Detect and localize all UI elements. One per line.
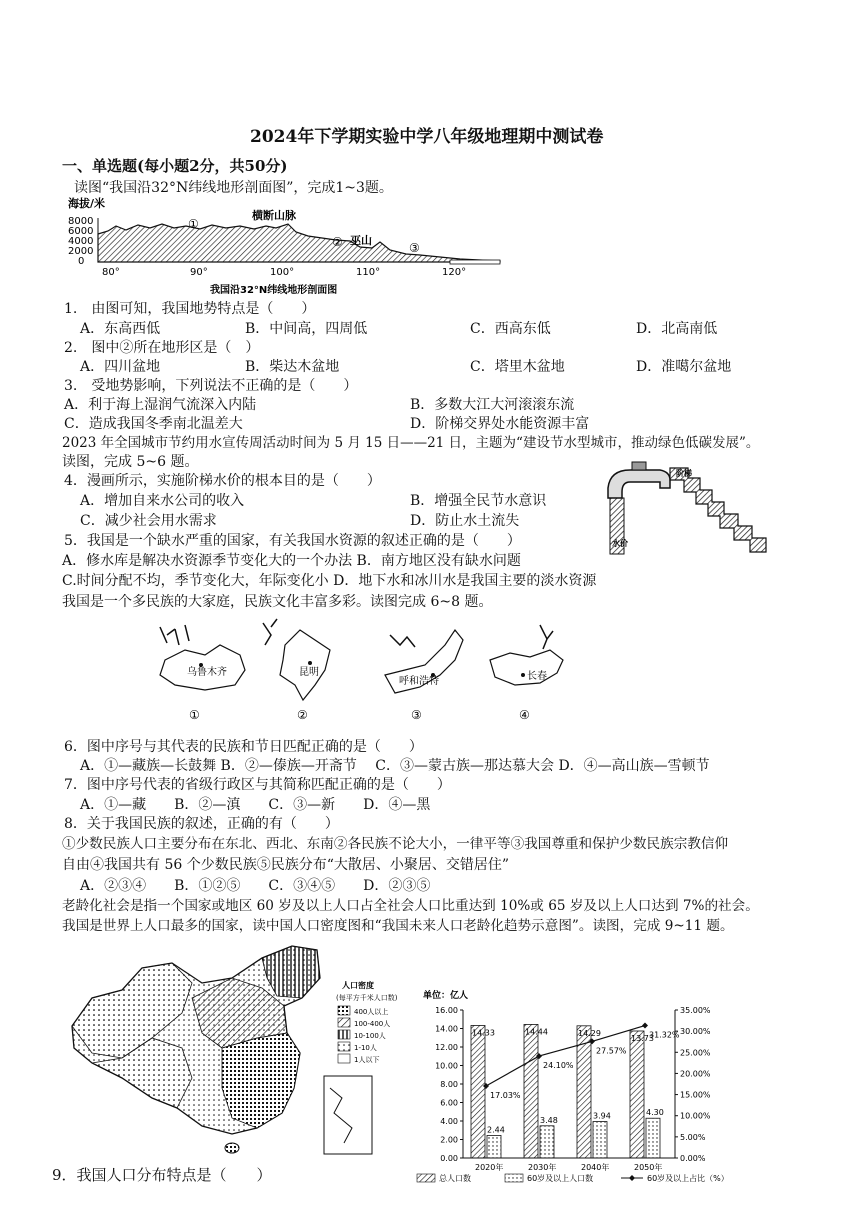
faucet-handle bbox=[632, 462, 646, 470]
x-tick: 80° bbox=[102, 267, 120, 278]
legend-item: 1人以下 bbox=[354, 1056, 380, 1064]
q4-option-a[interactable]: A．增加自来水公司的收入 bbox=[80, 493, 245, 509]
label-hengduan: 横断山脉 bbox=[252, 209, 296, 222]
q2-option-c[interactable]: C．塔里木盆地 bbox=[470, 359, 565, 375]
legend-label: 总人口数 bbox=[439, 1174, 471, 1183]
q5-options-cd[interactable]: C.时间分配不均，季节变化大，年际变化小 D．地下水和冰川水是我国主要的淡水资源 bbox=[62, 573, 597, 589]
intro-text: 读图，完成 5~6 题。 bbox=[62, 454, 199, 470]
legend-label: 60岁及以上占比（%） bbox=[647, 1174, 729, 1183]
q1-option-b[interactable]: B．中间高，四周低 bbox=[245, 321, 368, 337]
city-label-2: 昆明 bbox=[299, 667, 319, 678]
q1-option-c[interactable]: C．西高东低 bbox=[470, 321, 551, 337]
terrain-profile bbox=[98, 224, 500, 262]
legend-item: 1-10人 bbox=[354, 1044, 377, 1052]
bar-elderly-population bbox=[487, 1135, 501, 1158]
q8-options[interactable]: A．②③④ B．①②⑤ C．③④⑤ D．②③⑤ bbox=[80, 878, 431, 894]
intro-text: 我国是世界上人口最多的国家，读中国人口密度图和“我国未来人口老龄化趋势示意图”。读图，完成 9~11 题。 bbox=[62, 918, 734, 934]
y-tick: 0 bbox=[78, 256, 85, 267]
y2-tick-label: 15.00% bbox=[680, 1090, 711, 1100]
bar-total-population bbox=[630, 1031, 644, 1158]
x-tick: 120° bbox=[442, 267, 467, 278]
q1-option-a[interactable]: A．东高西低 bbox=[80, 321, 161, 337]
legend-swatch-elderly bbox=[505, 1174, 523, 1182]
faucet-body bbox=[608, 470, 670, 498]
y-tick-label: 0.00 bbox=[440, 1154, 458, 1163]
y2-tick-label: 25.00% bbox=[680, 1048, 711, 1058]
q3-option-a[interactable]: A．利于海上湿润气流深入内陆 bbox=[64, 397, 257, 413]
city-label-3: 呼和浩特 bbox=[399, 676, 439, 687]
intro-text: 我国是一个多民族的大家庭，民族文化丰富多彩。读图完成 6~8 题。 bbox=[62, 594, 493, 610]
terrain-profile-figure bbox=[60, 198, 520, 298]
y2-tick-label: 20.00% bbox=[680, 1069, 711, 1079]
data-label-total: 14.33 bbox=[472, 1028, 495, 1038]
province-number-1: ① bbox=[189, 708, 200, 722]
y2-tick-label: 35.00% bbox=[680, 1006, 711, 1015]
y-tick-label: 2.00 bbox=[440, 1135, 458, 1145]
y-tick: 6000 bbox=[68, 226, 94, 237]
cartoon-label-top: 阶梯 bbox=[676, 469, 692, 478]
bar-elderly-population bbox=[646, 1118, 660, 1158]
staircase-pipe bbox=[670, 468, 766, 552]
intro-text: 2023 年全国城市节约用水宣传周活动时间为 5 月 15 日——21 日，主题为“建设节水型城市，推动绿色低碳发展”。 bbox=[62, 435, 760, 451]
y-tick-label: 6.00 bbox=[440, 1098, 458, 1108]
legend-item: 100-400人 bbox=[354, 1020, 391, 1028]
data-label-share: 17.03% bbox=[490, 1090, 521, 1100]
x-tick: 100° bbox=[270, 267, 295, 278]
province-maps bbox=[145, 615, 615, 725]
data-label-share: 24.10% bbox=[543, 1061, 574, 1071]
question-1-stem: 1. 由图可知，我国地势特点是（ ） bbox=[64, 301, 316, 317]
south-sea-inset bbox=[324, 1076, 372, 1154]
legend-title: 人口密度 bbox=[342, 981, 374, 990]
data-label-elderly: 4.30 bbox=[646, 1108, 664, 1118]
label-wushan: 巫山 bbox=[350, 234, 372, 247]
x-tick-label: 2050年 bbox=[634, 1163, 663, 1172]
dancer-figure-1 bbox=[160, 625, 189, 645]
y-tick: 8000 bbox=[68, 216, 94, 227]
y-tick-label: 4.00 bbox=[440, 1117, 458, 1126]
data-label-total: 14.44 bbox=[525, 1027, 548, 1037]
legend-item: 400人以上 bbox=[354, 1008, 389, 1016]
dancer-figure-4 bbox=[540, 625, 553, 649]
data-label-total: 13.73 bbox=[631, 1033, 654, 1043]
y-tick-label: 10.00 bbox=[435, 1061, 458, 1071]
y2-tick-label: 10.00% bbox=[680, 1111, 711, 1121]
bar-elderly-population bbox=[593, 1122, 607, 1158]
q4-option-d[interactable]: D．防止水土流失 bbox=[410, 513, 520, 529]
population-density-map bbox=[62, 938, 398, 1163]
marker-3: ③ bbox=[409, 241, 420, 255]
q3-option-b[interactable]: B．多数大江大河滚滚东流 bbox=[410, 397, 575, 413]
cartoon-label-bottom: 水价 bbox=[612, 539, 628, 548]
y2-tick-label: 5.00% bbox=[680, 1132, 706, 1142]
q7-options[interactable]: A．①—藏 B．②—滇 C．③—新 D．④—黑 bbox=[80, 797, 431, 813]
question-8-stem: 8．关于我国民族的叙述，正确的有（ ） bbox=[64, 816, 339, 832]
province-number-2: ② bbox=[297, 708, 308, 722]
y-tick-label: 14.00 bbox=[435, 1024, 458, 1034]
legend-swatch-total bbox=[417, 1174, 435, 1182]
marker-2: ② bbox=[332, 235, 343, 249]
q6-options[interactable]: A．①—藏族—长鼓舞 B．②—傣族—开斋节 C．③—蒙古族—那达慕大会 D．④—高山族—雪顿节 bbox=[80, 758, 710, 774]
bar-total-population bbox=[524, 1024, 538, 1158]
bar-elderly-population bbox=[540, 1126, 554, 1158]
y2-tick-label: 0.00% bbox=[680, 1154, 706, 1163]
q1-option-d[interactable]: D．北高南低 bbox=[636, 321, 718, 337]
aging-trend-chart bbox=[415, 988, 735, 1188]
hainan-island bbox=[225, 1143, 239, 1153]
question-6-stem: 6．图中序号与其代表的民族和节日匹配正确的是（ ） bbox=[64, 739, 423, 755]
y-tick: 4000 bbox=[68, 236, 94, 247]
elderly-share-line bbox=[486, 1026, 645, 1086]
province-3-inner-mongolia bbox=[385, 630, 463, 722]
question-3-stem: 3. 受地势影响，下列说法不正确的是（ ） bbox=[64, 378, 358, 394]
q8-statement-line-2: 自由④我国共有 56 个少数民族⑤民族分布“大散居、小聚居、交错居住” bbox=[62, 857, 510, 873]
y-tick: 2000 bbox=[68, 246, 94, 257]
q2-option-a[interactable]: A．四川盆地 bbox=[80, 359, 161, 375]
province-4-jilin bbox=[490, 625, 563, 722]
q3-option-c[interactable]: C．造成我国冬季南北温差大 bbox=[64, 416, 243, 432]
dancer-figure-3 bbox=[390, 635, 415, 647]
data-label-elderly: 3.48 bbox=[540, 1115, 558, 1125]
bar-total-population bbox=[471, 1025, 485, 1158]
bar-total-population bbox=[577, 1026, 591, 1158]
question-9-stem: 9．我国人口分布特点是（ ） bbox=[52, 1166, 272, 1184]
intro-text: 老龄化社会是指一个国家或地区 60 岁及以上人口占全社会人口比重达到 10%或 65 岁及以上人口达到 7%的社会。 bbox=[62, 898, 759, 914]
y-tick-label: 12.00 bbox=[435, 1043, 458, 1052]
city-label-1: 乌鲁木齐 bbox=[187, 667, 227, 678]
intro-text: 读图“我国沿32°N纬线地形剖面图”，完成1~3题。 bbox=[74, 180, 393, 196]
province-2-yunnan bbox=[263, 619, 330, 722]
x-tick: 90° bbox=[190, 267, 208, 278]
q2-option-d[interactable]: D．准噶尔盆地 bbox=[636, 359, 732, 375]
province-number-4: ④ bbox=[519, 708, 530, 722]
y-axis-label: 海拔/米 bbox=[68, 197, 106, 210]
q4-option-c[interactable]: C．减少社会用水需求 bbox=[80, 513, 217, 529]
legend-item: 10-100人 bbox=[354, 1032, 386, 1040]
y-tick-label: 16.00 bbox=[435, 1006, 458, 1015]
question-7-stem: 7．图中序号代表的省级行政区与其简称匹配正确的是（ ） bbox=[64, 777, 451, 793]
data-label-elderly: 3.94 bbox=[593, 1111, 611, 1121]
marker-1: ① bbox=[188, 217, 199, 231]
y2-tick-label: 30.00% bbox=[680, 1027, 711, 1037]
q5-options-ab[interactable]: A．修水库是解决水资源季节变化大的一个办法 B．南方地区没有缺水问题 bbox=[62, 553, 521, 569]
q2-option-b[interactable]: B．柴达木盆地 bbox=[245, 359, 340, 375]
x-tick: 110° bbox=[356, 267, 381, 278]
water-price-cartoon bbox=[600, 458, 780, 558]
province-1-xinjiang bbox=[160, 625, 245, 722]
figure-caption: 我国沿32°N纬线地形剖面图 bbox=[210, 285, 338, 296]
legend-label: 60岁及以上人口数 bbox=[527, 1174, 594, 1183]
legend-marker bbox=[629, 1175, 635, 1181]
city-label-4: 长春 bbox=[527, 671, 547, 682]
x-tick-label: 2020年 bbox=[475, 1163, 504, 1172]
province-number-3: ③ bbox=[411, 708, 422, 722]
question-2-stem: 2. 图中②所在地形区是（ ） bbox=[64, 340, 260, 356]
section-heading: 一、单选题(每小题2分，共50分) bbox=[62, 157, 288, 175]
region-east-dense bbox=[222, 1033, 300, 1128]
q4-option-b[interactable]: B．增强全民节水意识 bbox=[410, 493, 547, 509]
page-title: 2024年下学期实验中学八年级地理期中测试卷 bbox=[250, 127, 604, 147]
dancer-figure-2 bbox=[263, 619, 277, 645]
elderly-share-point bbox=[642, 1023, 648, 1029]
question-5-stem: 5．我国是一个缺水严重的国家，有关我国水资源的叙述正确的是（ ） bbox=[64, 533, 521, 549]
data-label-share: 31.32% bbox=[649, 1030, 680, 1040]
x-tick-label: 2030年 bbox=[528, 1163, 557, 1172]
y-tick-label: 8.00 bbox=[440, 1080, 458, 1089]
y-axis-label: 单位：亿人 bbox=[423, 991, 469, 1001]
data-label-total: 14.29 bbox=[578, 1028, 601, 1038]
data-label-share: 27.57% bbox=[596, 1046, 627, 1056]
q3-option-d[interactable]: D．阶梯交界处水能资源丰富 bbox=[410, 416, 590, 432]
data-label-elderly: 2.44 bbox=[487, 1125, 505, 1135]
question-4-stem: 4．漫画所示，实施阶梯水价的根本目的是（ ） bbox=[64, 473, 381, 489]
q8-statement-line-1: ①少数民族人口主要分布在东北、西北、东南②各民族不论大小，一律平等③我国尊重和保护少数民族宗教信仰 bbox=[62, 836, 729, 852]
x-tick-label: 2040年 bbox=[581, 1163, 610, 1172]
legend-unit: (每平方千米人口数) bbox=[336, 994, 398, 1002]
